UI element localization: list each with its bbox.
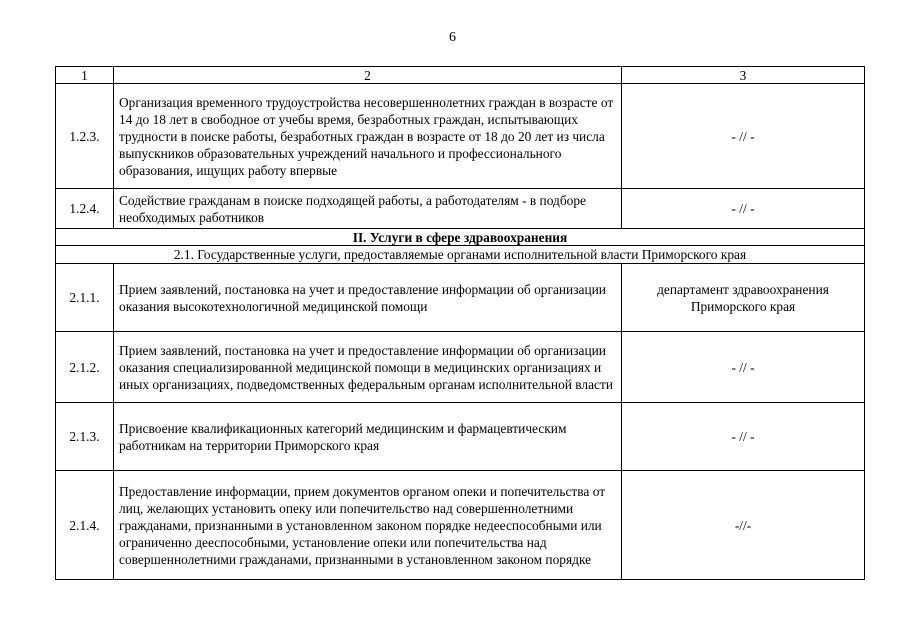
- row-number: 2.1.1.: [56, 264, 114, 332]
- row-responsible: -//-: [622, 471, 865, 580]
- subsection-title: 2.1. Государственные услуги, предоставляемые органами исполнительной власти Приморского края: [56, 246, 865, 264]
- row-description: Прием заявлений, постановка на учет и предоставление информации об организации оказания высокотехнологичной медицинской помощи: [114, 264, 622, 332]
- row-description: Организация временного трудоустройства несовершеннолетних граждан в возрасте от 14 до 18 лет в свободное от учебы время, безработных граждан, испытывающих трудности в поиске работы, безработных граждан в возрасте от 18 до 20 лет из числа выпускников образовательных учреждений начального и профессионального образования, ищущих работу впервые: [114, 84, 622, 189]
- row-description: Содействие гражданам в поиске подходящей работы, а работодателям - в подборе необходимых работников: [114, 189, 622, 229]
- page-number: 6: [449, 30, 456, 45]
- row-number: 1.2.3.: [56, 84, 114, 189]
- table-header-row: [56, 67, 865, 84]
- table-row: [56, 189, 865, 229]
- table-row: [56, 84, 865, 189]
- subsection-row: [56, 246, 865, 264]
- row-responsible: - // -: [622, 403, 865, 471]
- section-title: II. Услуги в сфере здравоохранения: [56, 229, 865, 246]
- row-responsible: - // -: [622, 84, 865, 189]
- row-description: Присвоение квалификационных категорий медицинским и фармацевтическим работникам на территории Приморского края: [114, 403, 622, 471]
- row-number: 2.1.2.: [56, 332, 114, 403]
- services-table: [55, 66, 865, 580]
- row-number: 2.1.4.: [56, 471, 114, 580]
- header-col-1: 1: [56, 67, 114, 84]
- table-row: [56, 403, 865, 471]
- row-description: Предоставление информации, прием документов органом опеки и попечительства от лиц, желающих установить опеку или попечительство над совершеннолетними гражданами, признанными в установленном законом порядке недееспособными или ограниченно дееспособными, установление опеки или попечительства над совершеннолетними гражданами, признанными в установленном законом порядке: [114, 471, 622, 580]
- row-responsible: - // -: [622, 332, 865, 403]
- row-number: 2.1.3.: [56, 403, 114, 471]
- table-row: [56, 332, 865, 403]
- section-row: [56, 229, 865, 246]
- row-description: Прием заявлений, постановка на учет и предоставление информации об организации оказания специализированной медицинской помощи в медицинских организациях и иных организациях, подведомственных федеральным органам исполнительной власти: [114, 332, 622, 403]
- row-responsible: - // -: [622, 189, 865, 229]
- row-number: 1.2.4.: [56, 189, 114, 229]
- header-col-3: 3: [622, 67, 865, 84]
- header-col-2: 2: [114, 67, 622, 84]
- row-responsible: департамент здравоохранения Приморского края: [622, 264, 865, 332]
- table-row: [56, 471, 865, 580]
- table-row: [56, 264, 865, 332]
